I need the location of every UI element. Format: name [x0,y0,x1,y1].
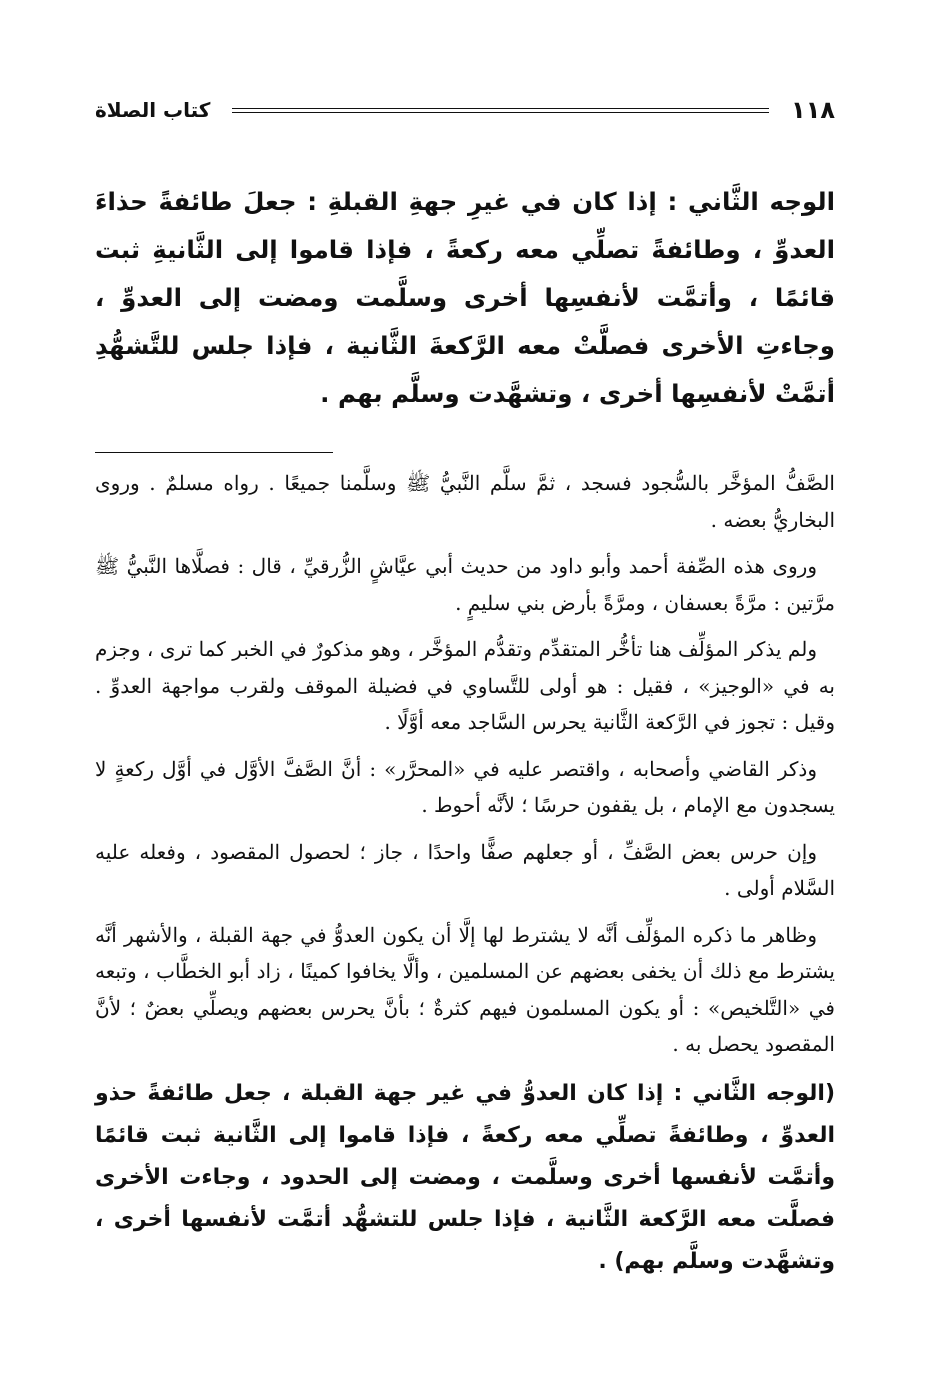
commentary-paragraph: الصَّفُّ المؤخَّر بالسُّجود فسجد ، ثمَّ سلَّم النَّبيُّ ﷺ وسلَّمنا جميعًا . رواه مسلمٌ . وروى البخاريُّ بعضه . [95,471,835,532]
commentary-paragraph: وذكر القاضي وأصحابه ، واقتصر عليه في «المحرَّر» : أنَّ الصَّفَّ الأوَّل في أوَّل ركعةٍ لا يسجدون مع الإمام ، بل يقفون حرسًا ؛ لأنَّه أحوط . [95,756,835,817]
quoted-main-text: (الوجه الثَّاني : إذا كان العدوُّ في غير جهة القبلة ، جعل طائفةً حذو العدوِّ ، وطائفةً تصلِّي معه ركعةً ، فإذا قاموا إلى الثَّانية ثبت قائمًا وأتمَّت لأنفسها أخرى وسلَّمت ، ومضت إلى الحدود ، وجاءت الأخرى فصلَّت معه الرَّكعة الثَّانية ، فإذا جلس للتشهُّد أتمَّت لأنفسها أخرى ، وتشهَّدت وسلَّم بهم) . [95,1080,835,1274]
commentary [95,465,835,1063]
commentary-paragraph: وظاهر ما ذكره المؤلِّف أنَّه لا يشترط لها إلَّا أن يكون العدوُّ في جهة القبلة ، والأشهر أنَّه يشترط مع ذلك أن يخفى بعضهم عن المسلمين ، وألَّا يخافوا كمينًا ، زاد أبو الخطَّاب ، وتبعه في «التَّلخيص» : أو يكون المسلمون فيهم كثرةٌ ؛ بأنَّ يحرس بعضهم ويصلِّي بعضٌ ؛ لأنَّ المقصود يحصل به . [95,922,835,1056]
commentary-paragraph: ولم يذكر المؤلِّف هنا تأخُّر المتقدِّم وتقدُّم المؤخَّر ، وهو مذكورٌ في الخبر كما ترى ، وجزم به في «الوجيز» ، فقيل : هو أولى للتَّساوي في فضيلة الموقف ولقرب مواجهة العدوِّ . وقيل : تجوز في الرَّكعة الثَّانية يحرس السَّاجد معه أوَّلًا . [95,637,835,734]
page-number: ١١٨ [791,96,835,124]
book-title: كتاب الصلاة [95,98,211,122]
main-text: الوجه الثَّاني : إذا كان في غيرِ جهةِ القبلةِ : جعلَ طائفةً حذاءَ العدوِّ ، وطائفةً تصلِّي معه ركعةً ، فإذا قاموا إلى الثَّانيةِ ثبت قائمًا ، وأتمَّت لأنفسِها أخرى وسلَّمت ومضت إلى العدوِّ ، وجاءتِ الأخرى فصلَّتْ معه الرَّكعةَ الثَّانية ، فإذا جلس للتَّشهُّدِ أتمَّتْ لأنفسِها أخرى ، وتشهَّدت وسلَّم بهم . [95,187,835,408]
footnote-separator [95,452,333,453]
header-rule [232,108,769,113]
book-page [95,90,835,1283]
page-header [95,90,835,130]
commentary-paragraph: وروى هذه الصِّفة أحمد وأبو داود من حديث أبي عيَّاشٍ الزُّرقيِّ ، قال : فصلَّاها النَّبيُّ ﷺ مرَّتين : مرَّةً بعسفان ، ومرَّةً بأرض بني سليمٍ . [95,554,835,615]
commentary-paragraph: وإن حرس بعض الصَّفِّ ، أو جعلهم صفًّا واحدًا ، جاز ؛ لحصول المقصود ، وفعله عليه السَّلام أولى . [95,839,835,900]
